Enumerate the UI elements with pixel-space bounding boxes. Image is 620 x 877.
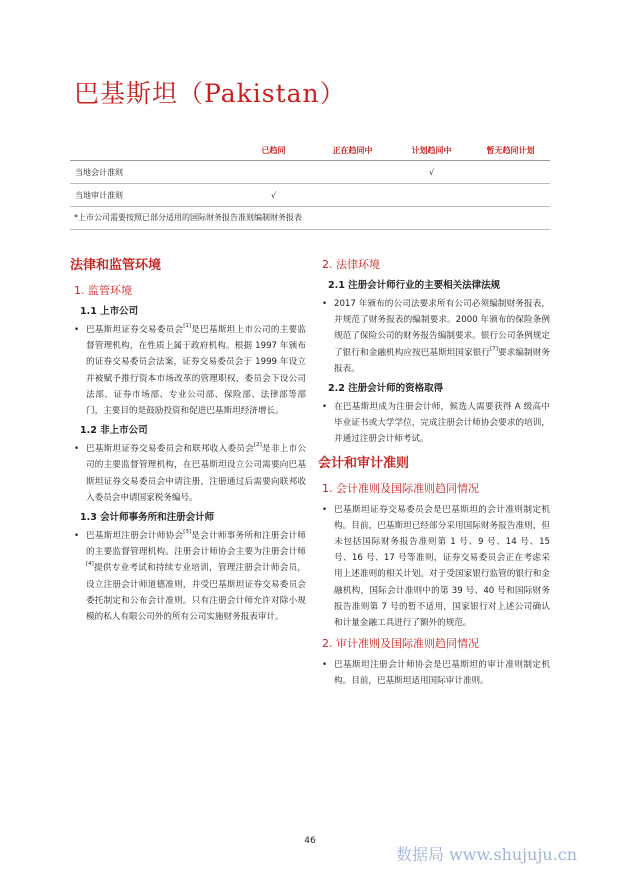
section-heading: 会计和审计准则	[318, 455, 410, 471]
footnote-ref: [1]	[183, 323, 192, 329]
sub-subsection-heading: 1.3 会计师事务所和注册会计师	[80, 512, 215, 524]
paragraph: 巴基斯坦证券交易委员会[1]是巴基斯坦上市公司的主要监督管理机构，在性质上属于政府机构。根据 1997 年颁布的证券交易委员会法案，证券交易委员会于 1999 年设立并被赋予推行资本市场改革的管理职权，委员会下设公司法部、证券市场部、专业公司部、保险部、法律部等部门，主要目的是鼓励投资和促进巴基斯坦经济增长。	[86, 323, 306, 417]
table-row	[70, 184, 550, 207]
table-header-row	[70, 140, 550, 161]
bullet-icon: •	[74, 531, 80, 542]
page-title: 巴基斯坦（Pakistan）	[74, 79, 346, 108]
table-header-cell: 正在趋同中	[332, 145, 373, 155]
list-item	[318, 296, 550, 377]
list-item	[70, 441, 306, 506]
paragraph: 在巴基斯坦成为注册会计师，候选人需要获得 A 级高中毕业证书或大学学位，完成注册会计师协会要求的培训，并通过注册会计师考试。	[334, 402, 550, 445]
bullet-icon: •	[74, 444, 80, 455]
sub-subsection-heading: 2.1 注册会计师行业的主要相关法律法规	[328, 280, 501, 291]
left-column	[70, 256, 306, 629]
subsection-heading: 1. 会计准则及国际准则趋同情况	[322, 481, 479, 495]
list-item	[318, 657, 550, 689]
page-number: 46	[304, 836, 316, 846]
table-row	[70, 161, 550, 184]
row-label: 当地会计准则	[75, 167, 123, 177]
check-cell: √	[428, 167, 435, 177]
subsection-heading: 2. 审计准则及国际准则趋同情况	[322, 637, 479, 651]
check-cell: √	[270, 190, 277, 200]
table-header-cell: 已趋同	[261, 145, 286, 155]
right-column	[318, 256, 550, 694]
sub-subsection-heading: 1.1 上市公司	[80, 306, 139, 317]
section-heading: 法律和监管环境	[70, 258, 162, 273]
subsection-heading: 1. 监管环境	[74, 284, 132, 297]
paragraph: 巴基斯坦证券交易委员会和联邦收入委员会[2]是非上市公司的主要监督管理机构，在巴基斯坦设立公司需要向巴基斯坦证券交易委员会申请注册，注册通过后需要向联邦收入委员会申请国家税务编号。	[86, 442, 306, 503]
paragraph: 巴基斯坦注册会计师协会是巴基斯坦的审计准则制定机构。目前，巴基斯坦适用国际审计准则。	[334, 660, 550, 687]
table-header-cell: 计划趋同中	[411, 145, 452, 155]
footnote-ref: [4]	[86, 561, 94, 568]
bullet-icon: •	[322, 402, 328, 413]
subsection-heading: 2. 法律环境	[322, 258, 380, 271]
watermark: 数据局 www.shujuju.cn	[396, 845, 578, 864]
table-header-cell: 暂无趋同计划	[486, 145, 535, 155]
bullet-icon: •	[322, 660, 328, 671]
list-item	[318, 502, 550, 632]
list-item	[70, 528, 306, 625]
bullet-icon: •	[322, 299, 328, 309]
paragraph: 巴基斯坦注册会计师协会[3]是会计师事务所和注册会计师的主要监督管理机构。注册会计师协会主要为注册会计师[4]提供专业考试和持续专业培训，管理注册会计师会员，设立注册会计师道德准则，并受巴基斯坦证券交易委员会委托制定和公布会计准则。只有注册会计师允许对除小规模的私人有限公司外的所有公司实施财务报表审计。	[86, 529, 306, 623]
sub-subsection-heading: 1.2 非上市公司	[80, 425, 148, 437]
footnote-ref: [7]	[490, 345, 498, 352]
row-label: 当地审计准则	[75, 190, 123, 200]
bullet-icon: •	[74, 325, 80, 335]
bullet-icon: •	[322, 504, 328, 515]
paragraph: 2017 年颁布的公司法要求所有公司必须编制财务报表， 并规范了财务报表的编制要求。2000 年颁布的保险条例规范了保险公司的财务报告编制要求。银行公司条例规定了银行和金融机构应按巴基斯坦国家银行[7]要求编制财务报表。	[334, 299, 550, 374]
paragraph: 巴基斯坦证券交易委员会是巴基斯坦的会计准则制定机构。目前，巴基斯坦已经部分采用国际财务报告准则，但未包括国际财务报告准则第 1 号、9 号、14 号、15 号、16 号、17 号等准则，证券交易委员会正在考虑采用上述准则的相关计划。对于受国家银行监管的银行和金融机构，国际会计准则中的第 39 号、40 号和国际财务报告准则第 7 号的暂不适用，国家银行对上述公司确认和计量金融工具进行了额外的规范。	[334, 504, 550, 629]
sub-subsection-heading: 2.2 注册会计师的资格取得	[328, 383, 444, 395]
table-note: *上市公司需要按照已部分适用的国际财务报告准则编制财务报表	[70, 207, 550, 230]
footnote-ref: [2]	[253, 442, 262, 449]
list-item	[318, 399, 550, 448]
list-item	[70, 322, 306, 419]
convergence-status-table	[70, 140, 550, 230]
footnote-ref: [3]	[183, 529, 192, 536]
